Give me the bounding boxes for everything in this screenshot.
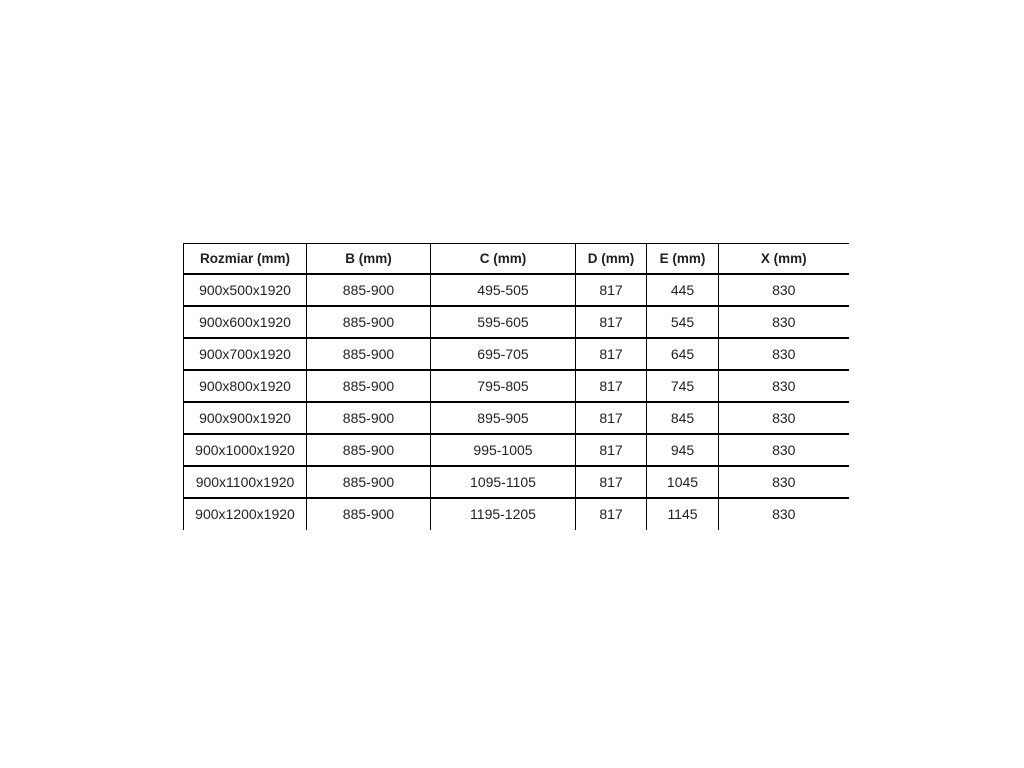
table-row bbox=[184, 466, 849, 498]
column-header-x-mm: X (mm) bbox=[719, 244, 849, 274]
table-cell: 830 bbox=[719, 306, 849, 338]
table-cell: 817 bbox=[576, 466, 647, 498]
table-cell: 830 bbox=[719, 338, 849, 370]
table-cell: 895-905 bbox=[431, 402, 576, 434]
table-cell: 885-900 bbox=[307, 306, 431, 338]
table-row bbox=[184, 498, 849, 530]
table-cell: 900x1100x1920 bbox=[184, 466, 307, 498]
table-cell: 885-900 bbox=[307, 498, 431, 530]
table-cell: 830 bbox=[719, 498, 849, 530]
table-row bbox=[184, 274, 849, 306]
column-header-e-mm: E (mm) bbox=[647, 244, 719, 274]
table-cell: 845 bbox=[647, 402, 719, 434]
table-cell: 900x900x1920 bbox=[184, 402, 307, 434]
table-header bbox=[184, 244, 849, 274]
table-cell: 1045 bbox=[647, 466, 719, 498]
table-cell: 595-605 bbox=[431, 306, 576, 338]
table-cell: 900x600x1920 bbox=[184, 306, 307, 338]
column-header-d-mm: D (mm) bbox=[576, 244, 647, 274]
table-cell: 795-805 bbox=[431, 370, 576, 402]
table-cell: 695-705 bbox=[431, 338, 576, 370]
column-header-b-mm: B (mm) bbox=[307, 244, 431, 274]
table-cell: 817 bbox=[576, 498, 647, 530]
table-cell: 817 bbox=[576, 434, 647, 466]
table-cell: 945 bbox=[647, 434, 719, 466]
table-cell: 830 bbox=[719, 466, 849, 498]
table-header-row bbox=[184, 244, 849, 274]
table-cell: 900x1200x1920 bbox=[184, 498, 307, 530]
table-row bbox=[184, 370, 849, 402]
table-cell: 900x500x1920 bbox=[184, 274, 307, 306]
table-cell: 817 bbox=[576, 306, 647, 338]
table-cell: 885-900 bbox=[307, 434, 431, 466]
table-cell: 817 bbox=[576, 402, 647, 434]
table-cell: 817 bbox=[576, 338, 647, 370]
table-row bbox=[184, 338, 849, 370]
table-cell: 900x800x1920 bbox=[184, 370, 307, 402]
table-cell: 495-505 bbox=[431, 274, 576, 306]
table-cell: 1195-1205 bbox=[431, 498, 576, 530]
table-cell: 745 bbox=[647, 370, 719, 402]
table-cell: 885-900 bbox=[307, 466, 431, 498]
table-cell: 830 bbox=[719, 402, 849, 434]
table-cell: 645 bbox=[647, 338, 719, 370]
table-cell: 995-1005 bbox=[431, 434, 576, 466]
dimensions-table bbox=[183, 243, 849, 530]
table-cell: 900x700x1920 bbox=[184, 338, 307, 370]
table-cell: 445 bbox=[647, 274, 719, 306]
table-cell: 885-900 bbox=[307, 370, 431, 402]
table-cell: 817 bbox=[576, 370, 647, 402]
table-body bbox=[184, 274, 849, 530]
table-cell: 885-900 bbox=[307, 338, 431, 370]
table-row bbox=[184, 434, 849, 466]
table-cell: 900x1000x1920 bbox=[184, 434, 307, 466]
table-row bbox=[184, 306, 849, 338]
table-cell: 1145 bbox=[647, 498, 719, 530]
table-row bbox=[184, 402, 849, 434]
table-cell: 885-900 bbox=[307, 402, 431, 434]
column-header-c-mm: C (mm) bbox=[431, 244, 576, 274]
table-cell: 830 bbox=[719, 274, 849, 306]
table-cell: 545 bbox=[647, 306, 719, 338]
table-cell: 817 bbox=[576, 274, 647, 306]
table-cell: 830 bbox=[719, 370, 849, 402]
table-cell: 1095-1105 bbox=[431, 466, 576, 498]
column-header-rozmiar-mm: Rozmiar (mm) bbox=[184, 244, 307, 274]
table-cell: 830 bbox=[719, 434, 849, 466]
table-cell: 885-900 bbox=[307, 274, 431, 306]
